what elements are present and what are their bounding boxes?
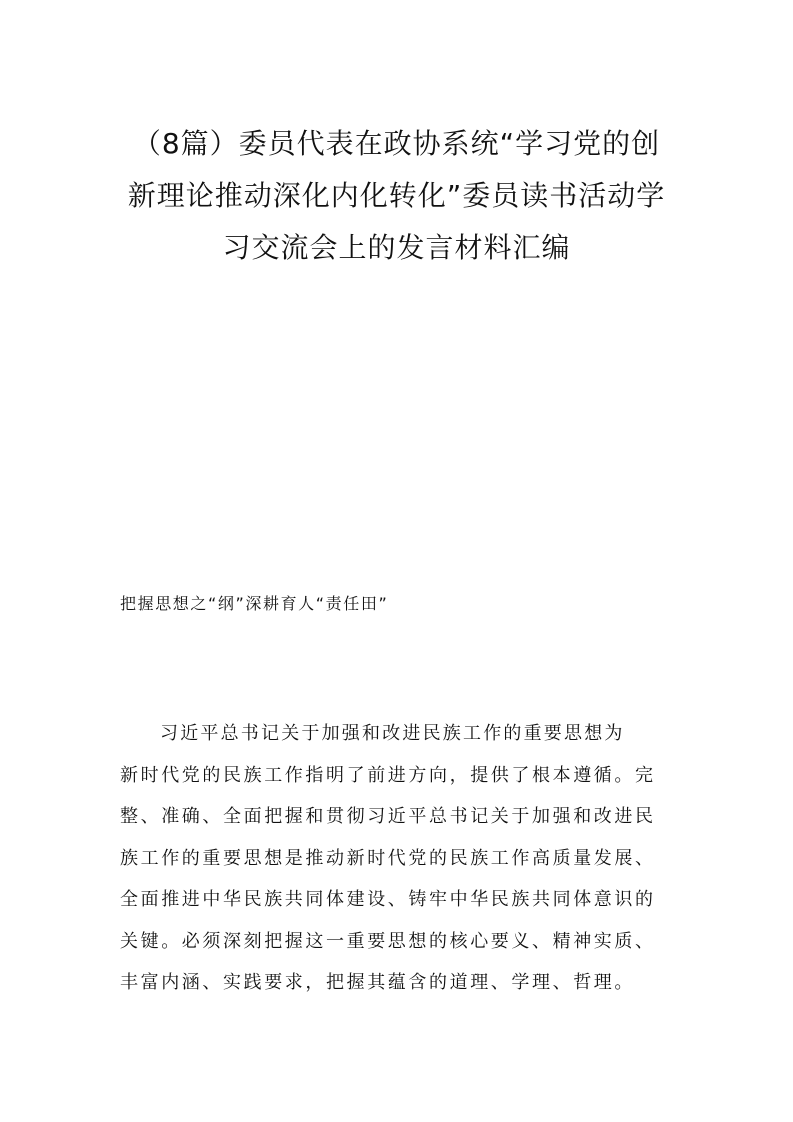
paragraph-line-1: 习近平总书记关于加强和改进民族工作的重要思想为 bbox=[160, 723, 625, 744]
title-line-1: （8篇）委员代表在政协系统“学习党的创 bbox=[132, 127, 661, 160]
document-title bbox=[110, 118, 683, 274]
paragraph-line-4: 族工作的重要思想是推动新时代党的民族工作高质量发展、 bbox=[120, 847, 656, 869]
paragraph-line-2: 新时代党的民族工作指明了前进方向，提供了根本遵循。完 bbox=[120, 764, 656, 786]
paragraph-line-6: 关键。必须深刻把握这一重要思想的核心要义、精神实质、 bbox=[120, 930, 656, 952]
paragraph-line-5: 全面推进中华民族共同体建设、铸牢中华民族共同体意识的 bbox=[120, 889, 656, 910]
paragraph-line-7: 丰富内涵、实践要求，把握其蕴含的道理、学理、哲理。 bbox=[120, 972, 635, 993]
body-paragraph bbox=[120, 713, 680, 1004]
title-line-3: 习交流会上的发言材料汇编 bbox=[222, 231, 571, 264]
paragraph-line-3: 整、准确、全面把握和贯彻习近平总书记关于加强和改进民 bbox=[120, 806, 656, 827]
title-line-2: 新理论推动深化内化转化”委员读书活动学 bbox=[127, 179, 666, 212]
section-heading: 把握思想之“纲”深耕育人“责任田” bbox=[120, 594, 389, 613]
